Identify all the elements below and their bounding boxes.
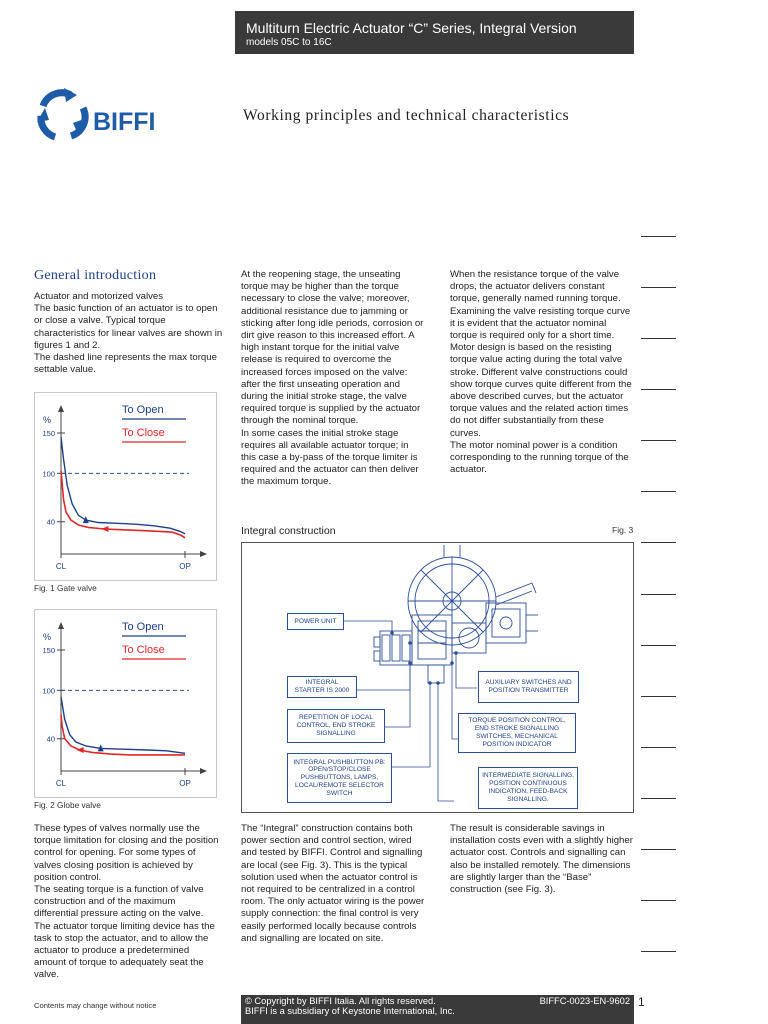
to-open-curve [61, 437, 185, 534]
x-axis-arrow [200, 551, 207, 557]
footer-bar [241, 995, 634, 1024]
document-subtitle: models 05C to 16C [246, 37, 332, 48]
paragraph: In some cases the initial stroke stage requires all available actuator torque; in this case a by-pass of the torque limiter is required and the actuator can then deliver the maximum torque. [241, 427, 419, 488]
figure-caption: Fig. 2 Globe valve [34, 800, 101, 810]
figure-gate-valve [34, 392, 217, 581]
subsidiary-text: BIFFI is a subsidiary of Keystone International, Inc. [245, 1006, 455, 1016]
callout-power-unit: POWER UNIT [287, 613, 344, 630]
column-3-bottom-text [450, 823, 635, 896]
margin-rule [641, 900, 676, 901]
legend-to-open: To Open [122, 621, 164, 633]
column-1-intro [34, 291, 224, 376]
margin-rule [641, 542, 676, 543]
x-tick-label: OP [179, 562, 191, 571]
paragraph: The motor nominal power is a condition corresponding to the running torque of the actuator. [450, 439, 629, 476]
section-title: General introduction [34, 268, 157, 283]
y-tick-label: 150 [42, 646, 55, 655]
margin-rule [641, 389, 676, 390]
y-tick-label: 40 [46, 734, 55, 744]
paragraph: The seating torque is a function of valve construction and of the maximum differential pressure acting on the valve. The actuator torque limiting device has the task to stop the actuator, and to allow the actuator to produce a predetermined amount of torque to adequately seat the valve. [34, 884, 215, 981]
x-tick-label: OP [179, 779, 191, 788]
figure-caption: Fig. 1 Gate valve [34, 583, 97, 593]
paragraph: At the reopening stage, the unseating torque may be higher than the torque necessary to close the valve; moreover, additional resistance due to jamming or sticking after long idle periods, corrosion or dirt give reason to this increased effort. A high instant torque for the initial valve release is required to overcome the increased forces imposed on the valve: after the first unseating operation and during the initial stroke stage, the valve required torque is supplied by the actuator through the nominal torque. [241, 269, 424, 427]
legend-to-close: To Close [122, 644, 165, 656]
page-number: 1 [638, 995, 645, 1009]
y-tick-label: 150 [42, 429, 55, 438]
callout-integral-pushbutton: INTEGRAL PUSHBUTTON PB: OPEN/STOP/CLOSE PUSHBUTTONS, LAMPS, LOCAL/REMOTE SELECTOR SWITCH [287, 753, 392, 803]
to-close-arrow [77, 747, 84, 753]
y-axis-arrow [58, 622, 64, 629]
paragraph: The dashed line represents the max torque settable value. [34, 352, 217, 376]
integral-construction-diagram [241, 542, 634, 813]
x-tick-label: CL [55, 562, 67, 571]
to-close-arrow [101, 526, 108, 532]
paragraph: The “Integral” construction contains both power section and control section, wired and tested by BIFFI. Control and signalling are local (see Fig. 3). This is the typical solution used when the actuator control is not required to be centralized in a control room. The only actuator wiring is the power supply connection: the final control is very easily performed locally because controls and signalling are located on site. [241, 823, 425, 944]
margin-rule [641, 287, 676, 288]
biffi-logo-mark [33, 86, 173, 146]
paragraph: The result is considerable savings in installation costs even with a slightly higher actuator cost. Controls and signalling can also be installed remotely. The dimensions are slightly larger than the “Base” construction (see Fig. 3). [450, 823, 633, 896]
logo-text: BIFFI [93, 108, 156, 136]
column-1-bottom-text [34, 823, 219, 982]
x-axis-arrow [200, 768, 207, 774]
y-tick-label: 40 [46, 517, 55, 527]
paragraph: These types of valves normally use the torque limitation for closing and the position control for opening. For some types of valves closing position is achieved by position control. [34, 823, 219, 883]
margin-rule [641, 440, 676, 441]
paragraph: Motor design is based on the resisting torque value acting during the total valve stroke. Different valve constructions could show torque curves quite different from the above described curves, but the actuator torque values and the related action times do not differ substantially from these curves. [450, 342, 632, 439]
legend-to-open: To Open [122, 404, 164, 416]
y-tick-label: 100 [42, 469, 55, 479]
margin-rule [641, 594, 676, 595]
margin-rule [641, 798, 676, 799]
margin-rule [641, 645, 676, 646]
paragraph: Actuator and motorized valves [34, 291, 164, 302]
column-2-bottom-text [241, 823, 426, 945]
margin-rule [641, 696, 676, 697]
y-unit-label: % [43, 632, 52, 642]
paragraph: When the resistance torque of the valve drops, the actuator delivers constant torque, generally named running torque. Examining the valve resisting torque curve it is evident that the actuator nominal torque is required only for a short time. [450, 269, 631, 342]
header-bar [235, 11, 634, 54]
document-code: BIFFC-0023-EN-9602 [539, 996, 630, 1006]
page-heading: Working principles and technical characteristics [243, 107, 570, 124]
margin-rule [641, 491, 676, 492]
figure-number: Fig. 3 [612, 525, 634, 535]
biffi-logo [33, 86, 173, 146]
torque-chart-gate-valve [35, 393, 216, 580]
figure-globe-valve [34, 609, 217, 798]
to-open-curve [61, 697, 185, 754]
diagram-title: Integral construction [241, 525, 336, 537]
margin-rule [641, 236, 676, 237]
document-title: Multiturn Electric Actuator “C” Series, Integral Version [246, 20, 577, 36]
callout-repetition-local-control: REPETITION OF LOCAL CONTROL, END STROKE SIGNALLING [287, 709, 385, 743]
x-tick-label: CL [55, 779, 67, 788]
callout-intermediate-signalling: INTERMEDIATE SIGNALLING, POSITION CONTINUOUS INDICATION, FEED-BACK SIGNALLING. [478, 767, 578, 809]
margin-rule [641, 951, 676, 952]
torque-chart-globe-valve [35, 610, 216, 797]
y-axis-arrow [58, 405, 64, 412]
column-3-text [450, 269, 635, 476]
footer-notice: Contents may change without notice [34, 1001, 157, 1010]
callout-auxiliary-switches: AUXILIARY SWITCHES AND POSITION TRANSMITTER [478, 671, 579, 703]
copyright-text: © Copyright by BIFFI Italia. All rights reserved. [245, 996, 436, 1006]
margin-rule [641, 849, 676, 850]
callout-torque-position-control: TORQUE POSITION CONTROL, END STROKE SIGNALLING SWITCHES, MECHANICAL POSITION INDICATOR [458, 713, 576, 753]
margin-rule [641, 338, 676, 339]
column-2-text [241, 269, 426, 489]
to-open-arrow [83, 516, 89, 523]
y-tick-label: 100 [42, 686, 55, 696]
callout-integral-starter: INTEGRAL STARTER IS 2000 [287, 676, 357, 698]
legend-to-close: To Close [122, 427, 165, 439]
y-unit-label: % [43, 415, 52, 425]
paragraph: The basic function of an actuator is to open or close a valve. Typical torque characteristics for linear valves are shown in figures 1 and 2. [34, 303, 223, 351]
margin-rule [641, 747, 676, 748]
